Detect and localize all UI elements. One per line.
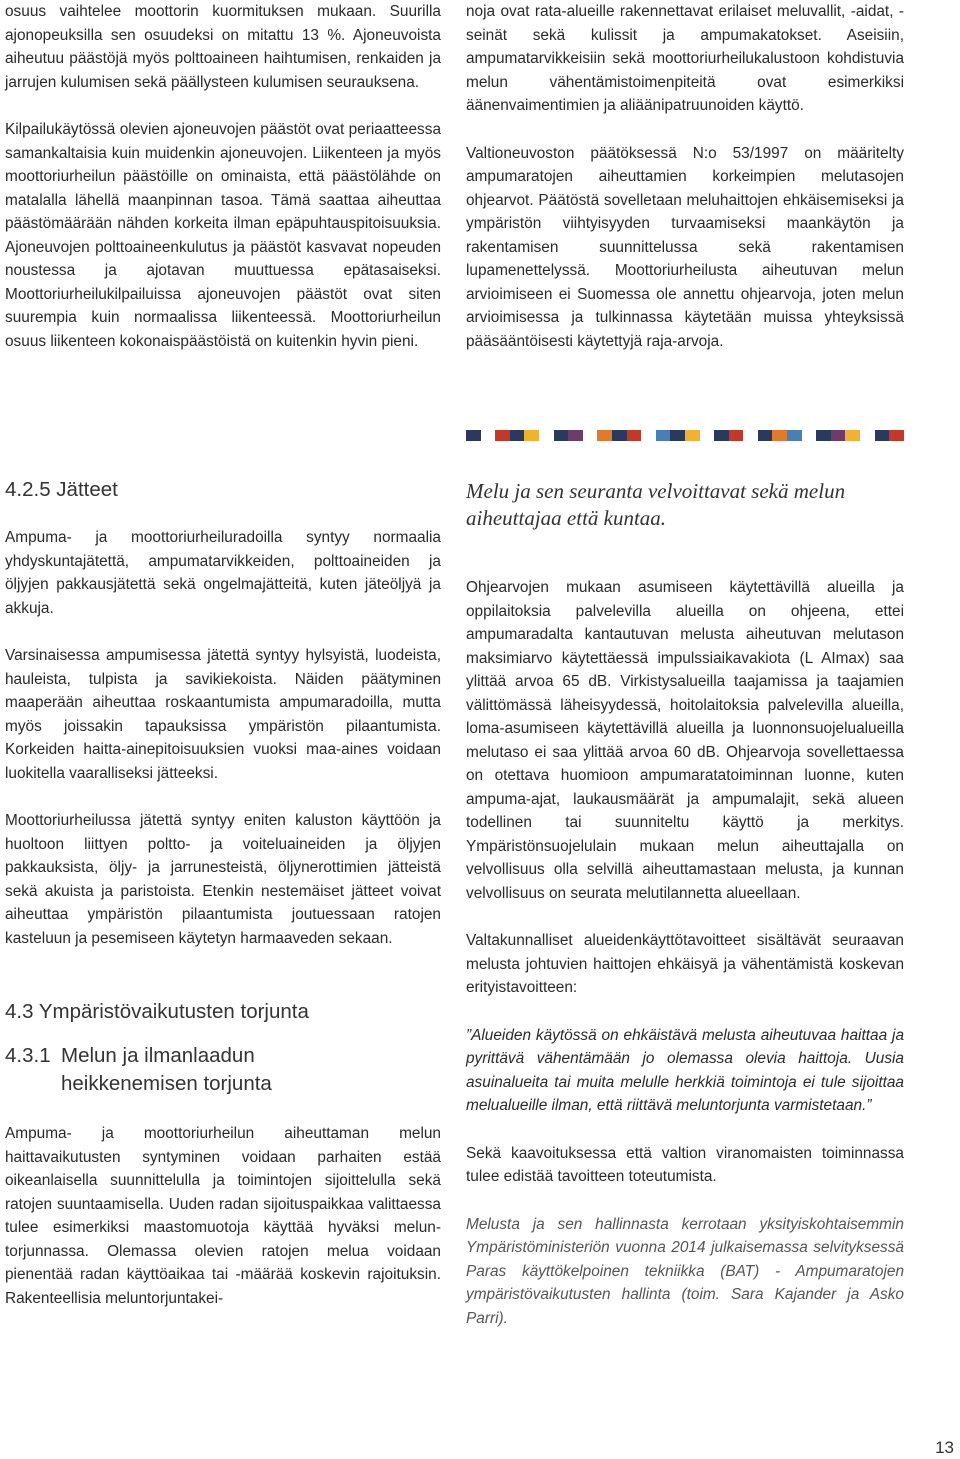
stripe-segment — [831, 430, 846, 441]
right-top-block — [466, 0, 904, 353]
quoted-goal-text: ”Alueiden käytössä on ehkäistävä melusta aiheutuvaa haittaa ja pyrittävä vähentämään jo olemassa olevia haittoja. Uusia asuinalueita tai muita melulle herkkiä toimintoja ei tule sijoittaa melualueille ilman, että riittävä meluntorjunta varmistetaan.” — [466, 1026, 904, 1114]
paragraph-noise-prevention: Ampuma- ja moottoriurheilun aiheuttaman melun haittavaikutusten syntyminen voidaan parhaiten estää oikeanlaisella suunnittelulla ja toimintojen sijoittelulla sekä ratojen suuntaamisella. Uuden radan sijoituspaikkaa valittaessa tulee esimerkiksi maastomuotoja käyttää hyväksi meluntorjunnassa. Olemassa olevien ratojen melua voidaan pienentää radan käyttöaikaa tai -määrää koskevin rajoituksin. Rakenteellisia meluntorjuntakei- — [5, 1125, 441, 1307]
stripe-segment — [816, 430, 831, 441]
stripe-segment — [700, 430, 715, 441]
stripe-segment — [670, 430, 685, 441]
paragraph-planning: Sekä kaavoituksessa että valtion viranomaisten toiminnassa tulee edistää tavoitteen toteutumista. — [466, 1144, 904, 1185]
stripe-segment — [772, 430, 787, 441]
subsection-title: Melun ja ilmanlaadun heikkenemisen torjunta — [61, 1044, 272, 1095]
stripe-segment — [583, 430, 598, 441]
stripe-segment — [860, 430, 875, 441]
section-heading-waste: 4.2.5 Jätteet — [5, 478, 118, 501]
stripe-segment — [539, 430, 554, 441]
paragraph-guideline-values: Ohjearvojen mukaan asumiseen käytettävillä alueilla ja oppilaitoksia palvelevilla alueilla on ohjeena, ettei ampumaradalta kantautuvan melusta aiheutuvan melutason maksimiarvo käytettäessä impulssiaikavakiota (L AImax) saa ylittää arvoa 65 dB. Virkistysalueilla taajamissa ja taajamien välittömässä läheisyydessä, hoitolaitoksia palvelevilla alueilla, loma-asumiseen käytettävillä alueilla ja luonnonsuojelualueilla melutaso ei saa ylittää arvoa 60 dB. Ohjearvoja sovellettaessa on otettava huomioon ampumaratatoiminnan luonne, kuten ampuma-ajat, laukausmäärät ja ampumalajit, sekä alueen todellinen tai suunniteltu käyttö ja merkitys. Ympäristönsuojelulain mukaan melun aiheuttajalla on velvollisuus olla selvillä aiheuttamastaan melusta, ja kunnan velvollisuus on seurata melutilannetta alueellaan. — [466, 579, 904, 902]
subsection-number: 4.3.1 — [5, 1044, 51, 1067]
stripe-segment — [554, 430, 569, 441]
stripe-segment — [495, 430, 510, 441]
stripe-segment — [656, 430, 671, 441]
stripe-segment — [524, 430, 539, 441]
paragraph-further-reading: Melusta ja sen hallinnasta kerrotaan yksityiskohtaisemmin Ympäristöministeriön vuonna 2014 julkaisemassa selvityksessä Paras käyttökelpoinen tekniikka (BAT) - Ampumaratojen ympäristövaikutusten hallinta (toim. Sara Kajander ja Asko Parri). — [466, 1215, 904, 1327]
paragraph-competition-emissions: Kilpailukäytössä olevien ajoneuvojen päästöt ovat periaatteessa samankaltaisia kuin muidenkin ajoneuvojen. Liikenteen ja myös moottoriurheilun päästöille on ominaista, että päästölähde on matalalla lähellä maanpinnan tasoa. Tämä saattaa aiheuttaa päästömäärään nähden korkeita ilman epäpuhtauspitoisuuksia. Ajoneuvojen polttoaineenkulutus ja päästöt kasvavat nopeuden noustessa ja ajotavan muuttuessa epätasaiseksi. Moottoriurheilukilpailuissa ajoneuvojen päästöt ovat siten suurempia kuin normaalissa liikenteessä. Moottoriurheilun osuus liikenteen kokonaispäästöistä on kuitenkin hyvin pieni. — [5, 121, 441, 350]
stripe-segment — [787, 430, 802, 441]
stripe-segment — [802, 430, 817, 441]
paragraph-shooting-waste: Varsinaisessa ampumisessa jätettä syntyy hylsyistä, luodeista, hauleista, tulpista ja savikiekoista. Näiden päätyminen maaperään aiheuttaa roskaantumista ampumaradoilla, mutta myös joissakin tapauksissa ympäristön pilaantumista. Korkeiden haitta-ainepitoisuuksien vuoksi maa-aines voidaan luokitella vaaralliseksi jätteeksi. — [5, 647, 441, 782]
stripe-segment — [612, 430, 627, 441]
section-heading-impact-prevention: 4.3 Ympäristövaikutusten torjunta — [5, 1000, 309, 1023]
paragraph-emissions-share: osuus vaihtelee moottorin kuormituksen mukaan. Suurilla ajonopeuksilla sen osuudeksi on mitattu 13 %. Ajoneuvoista aiheutuu päästöjä myös polttoaineen haihtumisen, renkaiden ja jarrujen kulumisen sekä päällysteen kulumisen seurauksena. — [5, 3, 441, 91]
stripe-segment — [641, 430, 656, 441]
stripe-segment — [466, 430, 481, 441]
subsection-heading-noise-air — [5, 1042, 441, 1098]
stripe-segment — [627, 430, 642, 441]
paragraph-government-decision: Valtioneuvoston päätöksessä N:o 53/1997 on määritelty ampumaratojen aiheuttamien korkeimpien melutasojen ohjearvot. Päätöstä sovelletaan meluhaittojen ehkäisemiseksi ja ympäristön viihtyisyyden turvaamiseksi maankäytön ja rakentamisen suunnittelussa sekä rakentamisen lupamenettelyssä. Moottoriurheilusta aiheutuvan melun arvioimiseen ei Suomessa ole annettu ohjearvoja, joten melun arvioimisessa ja tulkinnassa käytetään muissa yhteyksissä pääsääntöisesti käytettyjä raja-arvoja. — [466, 144, 904, 350]
left-top-block — [5, 0, 441, 353]
pull-quote: Melu ja sen seuranta velvoittavat sekä melun aiheuttajaa että kuntaa. — [466, 479, 846, 530]
page-number: 13 — [935, 1438, 954, 1457]
stripe-segment — [481, 430, 496, 441]
stripe-segment — [758, 430, 773, 441]
stripe-segment — [875, 430, 890, 441]
paragraph-waste-types: Ampuma- ja moottoriurheiluradoilla syntyy normaalia yhdyskuntajätettä, ampumatarvikkeiden, polttoaineiden ja öljyjen pakkausjätettä sekä ongelmajätteitä, kuten jäteöljyä ja akkuja. — [5, 529, 441, 617]
left-bottom-block — [5, 476, 441, 1310]
stripe-segment — [568, 430, 583, 441]
decorative-color-stripe — [466, 430, 904, 441]
paragraph-noise-barriers: noja ovat rata-alueille rakennettavat erilaiset meluvallit, -aidat, -seinät sekä kulissit ja ampumakatokset. Aseisiin, ampumatarvikkeisiin sekä moottoriurheilukalustoon kohdistuvia melun vähentämistoimenpiteitä ovat esimerkiksi äänenvaimentimien ja aliäänipatruunoiden käyttö. — [466, 3, 904, 114]
stripe-segment — [729, 430, 744, 441]
stripe-segment — [597, 430, 612, 441]
stripe-segment — [714, 430, 729, 441]
stripe-segment — [510, 430, 525, 441]
right-bottom-block — [466, 478, 904, 1330]
paragraph-national-goals: Valtakunnalliset alueidenkäyttötavoitteet sisältävät seuraavan melusta johtuvien haittojen ehkäisyä ja vähentämistä koskevan erityistavoitteen: — [466, 932, 904, 996]
stripe-segment — [889, 430, 904, 441]
stripe-segment — [685, 430, 700, 441]
stripe-segment — [845, 430, 860, 441]
paragraph-motorsport-waste: Moottoriurheilussa jätettä syntyy eniten kaluston käyttöön ja huoltoon liittyen poltto- ja voiteluaineiden ja öljyjen pakkauksista, öljy- ja jarrunesteistä, öljynerottimien jätteistä sekä akuista ja paristoista. Etenkin nestemäiset jätteet voivat aiheuttaa ympäristön pilaantumista joutuessaan ratojen kasteluun ja pesemiseen käytetyn harmaaveden sekaan. — [5, 812, 441, 947]
stripe-segment — [743, 430, 758, 441]
